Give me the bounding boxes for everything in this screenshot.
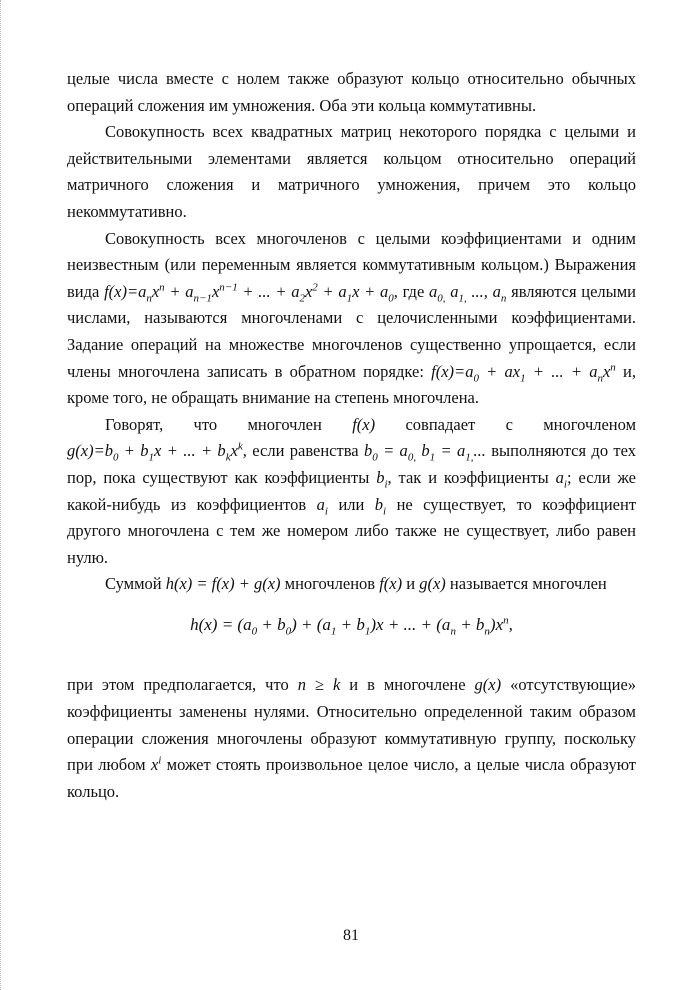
text-fragment: и в многочлене: [349, 675, 466, 695]
formula-n-ge-k: n ≥ k: [297, 675, 341, 695]
formula-polynomial-g: $g(x)=b_0 + b_1x$ + ... + $b_kx^k$,: [67, 440, 247, 464]
text-fragment: Совокупность всех многочленов с целыми коэффициентами и одним неизвестным (или переменным является коммутативным кольцом.) Выражения вида: [67, 228, 636, 301]
text-fragment: называется многочлен: [449, 574, 607, 594]
text-fragment: и, кроме того, не обращать внимание на степень многочлена.: [67, 361, 636, 408]
formula-bi: $b_i$: [374, 494, 387, 517]
paragraph-rings-integers: целые числа вместе с нолем также образуют кольцо относительно обычных операций сложения им умножения. Оба эти кольца коммутативны.: [67, 69, 636, 115]
text-fragment: если равенства: [252, 441, 359, 461]
formula-ai: $a_i$: [555, 467, 567, 491]
text-fragment: Суммой: [105, 574, 162, 594]
paragraph-polynomial-equality: [67, 412, 636, 572]
text-fragment: не существует, то коэффициент другого многочлена с тем же номером либо также не существует, либо равен нулю.: [67, 494, 637, 567]
text-fragment: при этом предполагается, что: [67, 675, 289, 695]
paragraph-square-matrices: Совокупность всех квадратных матриц некоторого порядка с целыми и действительными элементами является кольцом относительно операций матричного сложения и матричного умножения, причем это кольцо некоммутативно.: [67, 122, 636, 221]
text-fragment: выполняются до тех пор, пока существуют как коэффициенты: [67, 441, 636, 487]
formula-x-power-i: $x^i$: [150, 754, 162, 775]
formula-ai: $a_i$: [316, 494, 328, 517]
formula-coefficients-list: $a_{0,}$ $a_{1,}$ ..., $a_n$: [429, 281, 507, 305]
text-fragment: ; если же какой-нибудь из коэффициентов: [67, 467, 636, 514]
text-fragment: или: [338, 494, 365, 514]
formula-polynomial-general: $f(x)=a_nx^n + a_{n-1}x^{n-1}$ + ... + $a_2x^2 + a_1x + a_0$: [104, 281, 394, 305]
text-fragment: «отсутствующие» коэффициенты заменены нулями. Относительно определенной таким образом операции сложения многочлены образуют коммутативную группу, поскольку при любом: [67, 675, 637, 775]
page-body: [67, 66, 636, 805]
formula-equalities: $b_0 = a_{0,}$ $b_1 = a_{1,}$...: [363, 441, 486, 464]
paragraph-commutative-group: [67, 672, 636, 805]
page-number: 81: [343, 927, 359, 944]
paragraph-polynomial-sum: [67, 571, 636, 598]
text-fragment: многочленов: [284, 574, 376, 594]
text-fragment: совпадает с многочленом: [405, 414, 637, 434]
formula-polynomial-reversed: $f(x)=a_0 + ax_1$ + ... + $a_nx^n$: [431, 361, 616, 384]
formula-gx: g(x): [474, 675, 502, 695]
formula-gx: g(x): [419, 574, 446, 594]
text-fragment: и: [406, 574, 416, 594]
text-fragment: , где: [393, 281, 425, 301]
formula-sum-definition: h(x) = f(x) + g(x): [165, 574, 281, 594]
formula-sum-display: $h(x) = (a_0 + b_0) + (a_1 + b_1)x$ + ... + $(a_n + b_n)x^n$,: [190, 614, 513, 638]
text-fragment: Говорят, что многочлен: [105, 414, 322, 434]
text-fragment: являются целыми числами, называются многочленами с целочисленными коэффициентами. Задание операций на множестве многочленов существенно упрощается, если члены многочлена записать в обратном порядке:: [67, 281, 637, 381]
text-fragment: может стоять произвольное целое число, а целые числа образуют кольцо.: [67, 755, 637, 801]
text-fragment: , так и коэффициенты: [387, 467, 549, 487]
paragraph-polynomials: [67, 226, 636, 412]
formula-fx: f(x): [379, 574, 403, 594]
formula-fx: f(x): [352, 414, 376, 434]
formula-bi: $b_i$: [376, 467, 388, 491]
